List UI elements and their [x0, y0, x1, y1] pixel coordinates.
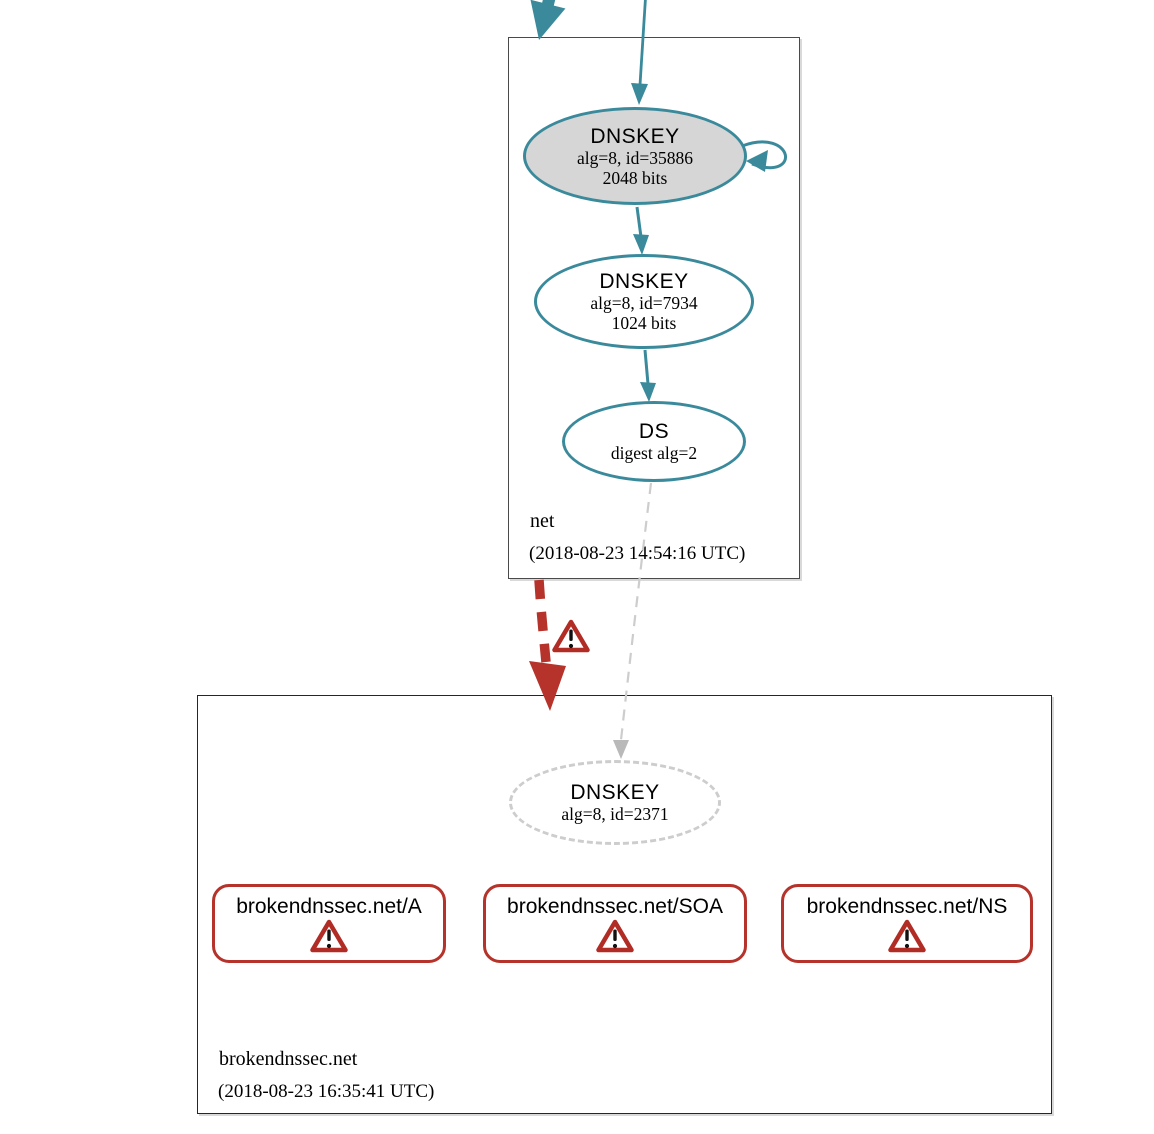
dnskey-selfloop-arrow: [742, 142, 786, 172]
rrset-label: brokendnssec.net/SOA: [507, 895, 723, 918]
warning-icon: [888, 919, 926, 953]
thick-delegation-arrow: [522, 0, 580, 44]
node-detail: alg=8, id=2371: [561, 804, 669, 824]
warning-icon: [310, 919, 348, 953]
node-detail: 1024 bits: [611, 313, 677, 333]
zone-timestamp-brokendnssec-net: (2018-08-23 16:35:41 UTC): [218, 1081, 435, 1102]
node-detail: digest alg=2: [610, 443, 698, 463]
node-detail: alg=8, id=35886: [577, 147, 693, 168]
zone-timestamp-net: (2018-08-23 14:54:16 UTC): [529, 543, 746, 564]
zone-label-net: net: [530, 510, 555, 532]
zsk-to-ds-arrow: [640, 350, 656, 402]
warning-icon: [596, 919, 634, 953]
ksk-to-zsk-arrow: [633, 207, 649, 255]
node-dnskey-broken: [509, 760, 721, 845]
zone-label-brokendnssec-net: brokendnssec.net: [219, 1048, 358, 1070]
incoming-dnskey-arrow: [631, 0, 648, 105]
node-dnskey-zsk: [534, 254, 754, 349]
node-detail: alg=8, id=7934: [590, 293, 698, 313]
ds-to-dnskey-dashed-arrow: [613, 483, 651, 759]
rrset-node-soa: [483, 884, 747, 963]
rrset-label: brokendnssec.net/NS: [806, 895, 1008, 918]
rrset-label: brokendnssec.net/A: [236, 895, 422, 918]
node-detail: 2048 bits: [602, 167, 668, 188]
node-ds: [562, 401, 746, 482]
node-title: DS: [638, 420, 670, 443]
warning-icon: [552, 619, 590, 653]
node-title: DNSKEY: [599, 270, 689, 293]
rrset-node-a: [212, 884, 446, 963]
node-title: DNSKEY: [590, 124, 680, 148]
rrset-node-ns: [781, 884, 1033, 963]
node-title: DNSKEY: [570, 781, 660, 804]
node-dnskey-ksk: [523, 107, 747, 205]
